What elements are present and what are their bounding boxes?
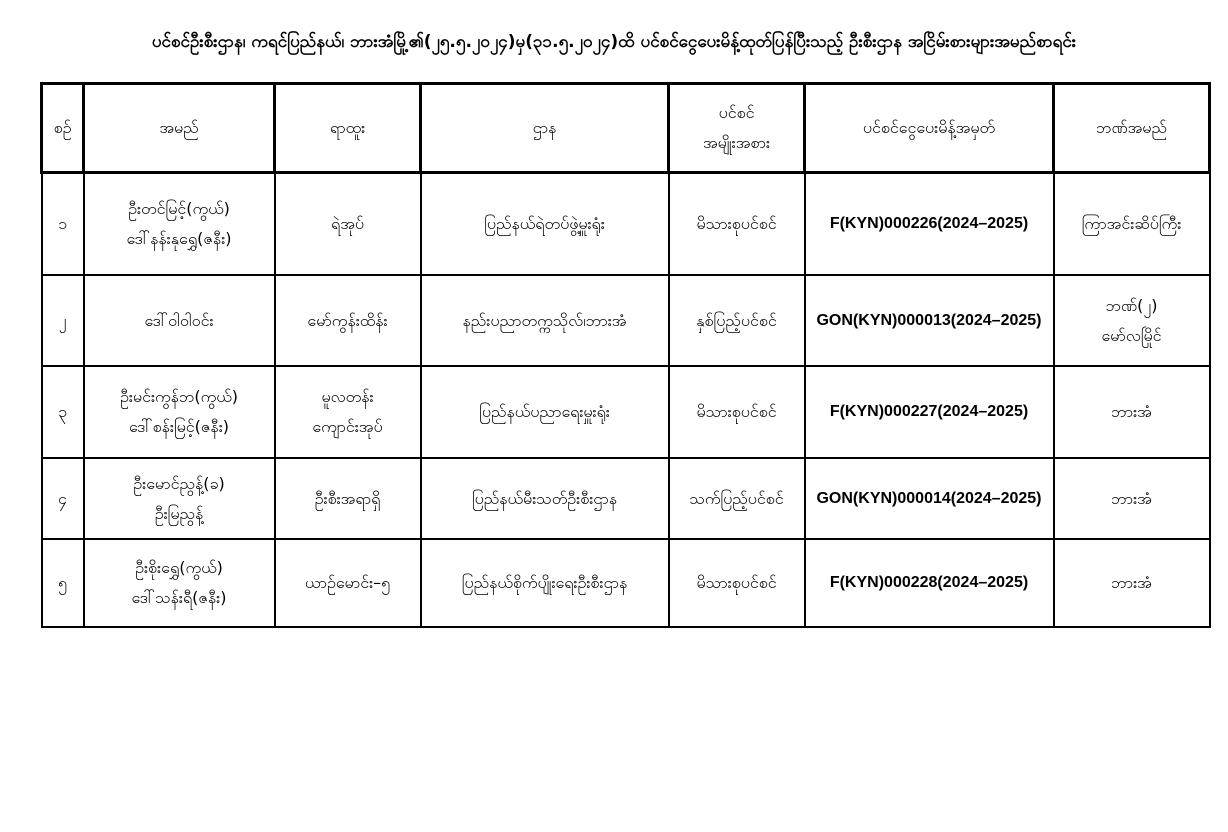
cell-department: ပြည်နယ်ရဲတပ်ဖွဲ့မှူးရုံး	[421, 173, 669, 276]
cell-name-line: ဦးစိုးရွှေ(ကွယ်)	[135, 558, 223, 577]
cell-department: ပြည်နယ်မီးသတ်ဦးစီးဌာန	[421, 458, 669, 539]
cell-bank-line: မော်လမြိုင်	[1101, 325, 1162, 345]
table-row	[42, 173, 1210, 276]
cell-bank-line: ဘားအံ	[1111, 488, 1152, 508]
cell-rank	[275, 275, 421, 366]
cell-pension-type: မိသားစုပင်စင်	[669, 539, 805, 627]
cell-name-line: ဒေါ်ဝါဝါဝင်း	[144, 310, 214, 330]
cell-department: ပြည်နယ်စိုက်ပျိုးရေးဦးစီးဌာန	[421, 539, 669, 627]
cell-permit-no: F(KYN)000226(2024–2025)	[805, 173, 1054, 276]
cell-name	[84, 458, 275, 539]
cell-permit-no: GON(KYN)000013(2024–2025)	[805, 275, 1054, 366]
cell-no: ၅	[42, 539, 84, 627]
header-pension-type	[669, 84, 805, 173]
cell-permit-no: F(KYN)000228(2024–2025)	[805, 539, 1054, 627]
cell-pension-type: သက်ပြည့်ပင်စင်	[669, 458, 805, 539]
header-department: ဌာန	[421, 84, 669, 173]
table-row	[42, 366, 1210, 458]
table-header-row	[42, 84, 1210, 173]
cell-department: နည်းပညာတက္ကသိုလ်၊ဘားအံ	[421, 275, 669, 366]
cell-rank-line: မူလတန်း	[321, 387, 374, 406]
cell-bank	[1054, 366, 1210, 458]
cell-rank-line: ကျောင်းအုပ်	[312, 417, 383, 436]
cell-permit-no: GON(KYN)000014(2024–2025)	[805, 458, 1054, 539]
cell-pension-type: နှစ်ပြည့်ပင်စင်	[669, 275, 805, 366]
cell-rank-line: ယာဉ်မောင်း–၅	[304, 573, 391, 592]
table-row	[42, 539, 1210, 627]
cell-rank	[275, 539, 421, 627]
cell-name	[84, 539, 275, 627]
cell-name	[84, 366, 275, 458]
cell-name-line: ဦးမင်းကွန်ဘ(ကွယ်)	[119, 387, 239, 406]
cell-no: ၁	[42, 173, 84, 276]
cell-name-line: ဦးမောင်ညွန့်(ခ)	[133, 473, 225, 493]
cell-name-line: ဒေါ်စန်းမြင့်(ဇနီး)	[128, 417, 229, 436]
cell-rank	[275, 458, 421, 539]
header-bank: ဘဏ်အမည်	[1054, 84, 1210, 173]
cell-rank-line: ဦးစီးအရာရှိ	[314, 488, 381, 508]
cell-bank	[1054, 539, 1210, 627]
cell-pension-type: မိသားစုပင်စင်	[669, 173, 805, 276]
cell-name-line: ဦးတင်မြင့်(ကွယ်)	[128, 199, 230, 218]
cell-name	[84, 173, 275, 276]
header-no: စဉ်	[42, 84, 84, 173]
cell-bank-line: ကြာအင်းဆိပ်ကြီး	[1081, 214, 1182, 233]
cell-bank	[1054, 458, 1210, 539]
cell-name	[84, 275, 275, 366]
cell-rank-line: မော်ကွန်းထိန်း	[307, 310, 388, 330]
cell-bank-line: ဘားအံ	[1111, 573, 1152, 592]
header-name: အမည်	[84, 84, 275, 173]
cell-no: ၄	[42, 458, 84, 539]
header-permit-no: ပင်စင်ငွေပေးမိန့်အမှတ်	[805, 84, 1054, 173]
cell-bank	[1054, 173, 1210, 276]
cell-name-line: ဒေါ်သန်းရီ(ဇနီး)	[131, 588, 227, 607]
cell-bank-line: ဘားအံ	[1111, 402, 1152, 421]
cell-rank-line: ရဲအုပ်	[331, 214, 364, 233]
header-pension-type-line: ပင်စင်	[718, 103, 755, 122]
table-row	[42, 458, 1210, 539]
cell-bank	[1054, 275, 1210, 366]
cell-no: ၃	[42, 366, 84, 458]
cell-name-line: ဦးမြညွန့်	[154, 503, 204, 523]
header-rank: ရာထူး	[275, 84, 421, 173]
header-pension-type-line: အမျိုးအစား	[702, 133, 771, 152]
cell-department: ပြည်နယ်ပညာရေးမှူးရုံး	[421, 366, 669, 458]
cell-name-line: ဒေါ်နန်းနုရွှေ(ဇနီး)	[126, 229, 232, 248]
cell-rank	[275, 366, 421, 458]
pension-records-table	[40, 82, 1211, 628]
cell-rank	[275, 173, 421, 276]
cell-pension-type: မိသားစုပင်စင်	[669, 366, 805, 458]
table-row	[42, 275, 1210, 366]
cell-permit-no: F(KYN)000227(2024–2025)	[805, 366, 1054, 458]
cell-no: ၂	[42, 275, 84, 366]
document-title: ပင်စင်ဦးစီးဌာန၊ ကရင်ပြည်နယ်၊ ဘားအံမြို့၏(၂၅.၅.၂၀၂၄)မှ(၃၁.၅.၂၀၂၄)ထိ ပင်စင်ငွေပေးမိန့်ထုတ်ပြန်ပြီးသည့် ဦးစီးဌာန အငြိမ်းစားများအမည်စာရင်း	[151, 32, 1077, 52]
cell-bank-line: ဘဏ်(၂)	[1105, 295, 1158, 315]
